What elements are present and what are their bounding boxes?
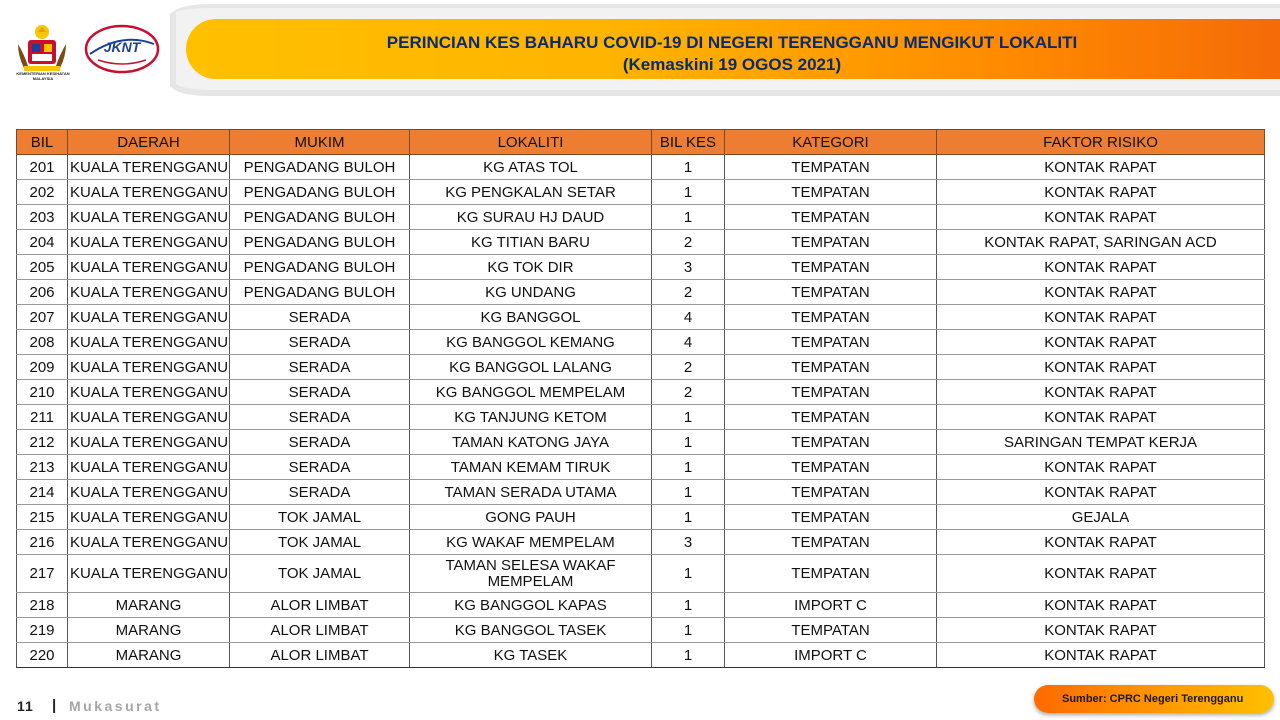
cell-daerah: KUALA TERENGGANU bbox=[68, 455, 230, 480]
cell-mukim: ALOR LIMBAT bbox=[230, 593, 410, 618]
cell-lokaliti: KG WAKAF MEMPELAM bbox=[410, 530, 652, 555]
cell-bil: 201 bbox=[17, 155, 68, 180]
cell-bil: 213 bbox=[17, 455, 68, 480]
cell-bil: 210 bbox=[17, 380, 68, 405]
cell-bil: 202 bbox=[17, 180, 68, 205]
cell-bil: 209 bbox=[17, 355, 68, 380]
cell-faktor: KONTAK RAPAT bbox=[937, 618, 1265, 643]
table-row bbox=[17, 430, 1265, 455]
cell-kategori: TEMPATAN bbox=[725, 505, 937, 530]
cell-mukim: PENGADANG BULOH bbox=[230, 280, 410, 305]
jknt-logo bbox=[84, 24, 160, 74]
cell-faktor: KONTAK RAPAT, SARINGAN ACD bbox=[937, 230, 1265, 255]
cell-bil: 206 bbox=[17, 280, 68, 305]
table-row bbox=[17, 155, 1265, 180]
table-row bbox=[17, 330, 1265, 355]
table-row bbox=[17, 380, 1265, 405]
cell-mukim: SERADA bbox=[230, 455, 410, 480]
cell-lokaliti: KG SURAU HJ DAUD bbox=[410, 205, 652, 230]
table-row bbox=[17, 455, 1265, 480]
cell-lokaliti: KG BANGGOL KEMANG bbox=[410, 330, 652, 355]
cell-bil: 212 bbox=[17, 430, 68, 455]
cell-bil-kes: 1 bbox=[652, 618, 725, 643]
cell-mukim: SERADA bbox=[230, 305, 410, 330]
cell-bil-kes: 1 bbox=[652, 593, 725, 618]
cell-kategori: TEMPATAN bbox=[725, 155, 937, 180]
cell-bil: 215 bbox=[17, 505, 68, 530]
cell-faktor: KONTAK RAPAT bbox=[937, 330, 1265, 355]
page-number: 11 bbox=[17, 698, 34, 714]
table-row bbox=[17, 643, 1265, 668]
column-header-bil-kes: BIL KES bbox=[652, 130, 725, 155]
cell-daerah: KUALA TERENGGANU bbox=[68, 305, 230, 330]
cell-kategori: TEMPATAN bbox=[725, 305, 937, 330]
cell-daerah: KUALA TERENGGANU bbox=[68, 255, 230, 280]
cell-faktor: KONTAK RAPAT bbox=[937, 155, 1265, 180]
cell-bil-kes: 2 bbox=[652, 280, 725, 305]
cell-lokaliti: KG BANGGOL bbox=[410, 305, 652, 330]
cell-daerah: MARANG bbox=[68, 618, 230, 643]
cell-bil-kes: 3 bbox=[652, 530, 725, 555]
cell-bil-kes: 2 bbox=[652, 230, 725, 255]
cell-daerah: KUALA TERENGGANU bbox=[68, 280, 230, 305]
cell-daerah: KUALA TERENGGANU bbox=[68, 205, 230, 230]
cell-kategori: TEMPATAN bbox=[725, 280, 937, 305]
column-header-kategori: KATEGORI bbox=[725, 130, 937, 155]
cell-bil-kes: 1 bbox=[652, 555, 725, 593]
cell-faktor: KONTAK RAPAT bbox=[937, 555, 1265, 593]
cell-daerah: MARANG bbox=[68, 643, 230, 668]
cell-bil-kes: 2 bbox=[652, 355, 725, 380]
cell-kategori: TEMPATAN bbox=[725, 555, 937, 593]
cell-faktor: GEJALA bbox=[937, 505, 1265, 530]
cell-bil: 216 bbox=[17, 530, 68, 555]
cell-bil-kes: 4 bbox=[652, 330, 725, 355]
cell-faktor: SARINGAN TEMPAT KERJA bbox=[937, 430, 1265, 455]
cell-lokaliti: TAMAN SERADA UTAMA bbox=[410, 480, 652, 505]
cell-kategori: TEMPATAN bbox=[725, 530, 937, 555]
cell-mukim: SERADA bbox=[230, 355, 410, 380]
cell-kategori: TEMPATAN bbox=[725, 230, 937, 255]
column-header-daerah: DAERAH bbox=[68, 130, 230, 155]
cell-faktor: KONTAK RAPAT bbox=[937, 530, 1265, 555]
cell-faktor: KONTAK RAPAT bbox=[937, 305, 1265, 330]
cell-daerah: MARANG bbox=[68, 593, 230, 618]
cell-faktor: KONTAK RAPAT bbox=[937, 205, 1265, 230]
cell-daerah: KUALA TERENGGANU bbox=[68, 555, 230, 593]
table-row bbox=[17, 480, 1265, 505]
cell-kategori: TEMPATAN bbox=[725, 405, 937, 430]
column-header-bil: BIL bbox=[17, 130, 68, 155]
cell-lokaliti: KG TOK DIR bbox=[410, 255, 652, 280]
cell-lokaliti: KG TITIAN BARU bbox=[410, 230, 652, 255]
cell-daerah: KUALA TERENGGANU bbox=[68, 480, 230, 505]
cell-faktor: KONTAK RAPAT bbox=[937, 643, 1265, 668]
cell-faktor: KONTAK RAPAT bbox=[937, 593, 1265, 618]
cell-bil: 205 bbox=[17, 255, 68, 280]
table-body bbox=[17, 155, 1265, 668]
kkm-logo-caption: KEMENTERIAN KESIHATAN MALAYSIA bbox=[16, 71, 70, 81]
cell-mukim: TOK JAMAL bbox=[230, 505, 410, 530]
table-row bbox=[17, 280, 1265, 305]
cell-kategori: TEMPATAN bbox=[725, 255, 937, 280]
cell-lokaliti: KG TASEK bbox=[410, 643, 652, 668]
cell-bil: 220 bbox=[17, 643, 68, 668]
page-subtitle-date: (Kemaskini 19 OGOS 2021) bbox=[622, 55, 842, 74]
cell-mukim: SERADA bbox=[230, 430, 410, 455]
cell-bil-kes: 1 bbox=[652, 505, 725, 530]
cell-kategori: IMPORT C bbox=[725, 593, 937, 618]
cell-faktor: KONTAK RAPAT bbox=[937, 405, 1265, 430]
table-row bbox=[17, 255, 1265, 280]
cell-mukim: TOK JAMAL bbox=[230, 530, 410, 555]
column-header-faktor-risiko: FAKTOR RISIKO bbox=[937, 130, 1265, 155]
cell-lokaliti: KG BANGGOL MEMPELAM bbox=[410, 380, 652, 405]
cell-bil-kes: 2 bbox=[652, 380, 725, 405]
cell-lokaliti: TAMAN KEMAM TIRUK bbox=[410, 455, 652, 480]
table-header-row bbox=[17, 130, 1265, 155]
cell-daerah: KUALA TERENGGANU bbox=[68, 355, 230, 380]
cell-mukim: PENGADANG BULOH bbox=[230, 230, 410, 255]
cell-bil-kes: 1 bbox=[652, 480, 725, 505]
cell-kategori: TEMPATAN bbox=[725, 618, 937, 643]
cell-lokaliti: KG ATAS TOL bbox=[410, 155, 652, 180]
cell-faktor: KONTAK RAPAT bbox=[937, 380, 1265, 405]
table-row bbox=[17, 405, 1265, 430]
cell-lokaliti: KG BANGGOL TASEK bbox=[410, 618, 652, 643]
table-row bbox=[17, 618, 1265, 643]
table-row bbox=[17, 555, 1265, 593]
cell-faktor: KONTAK RAPAT bbox=[937, 280, 1265, 305]
cell-kategori: TEMPATAN bbox=[725, 430, 937, 455]
cell-lokaliti: KG BANGGOL KAPAS bbox=[410, 593, 652, 618]
cell-daerah: KUALA TERENGGANU bbox=[68, 430, 230, 455]
cell-faktor: KONTAK RAPAT bbox=[937, 180, 1265, 205]
cell-bil-kes: 1 bbox=[652, 643, 725, 668]
cell-bil-kes: 1 bbox=[652, 430, 725, 455]
table-row bbox=[17, 530, 1265, 555]
cell-bil: 219 bbox=[17, 618, 68, 643]
cell-daerah: KUALA TERENGGANU bbox=[68, 330, 230, 355]
cell-bil: 214 bbox=[17, 480, 68, 505]
table-row bbox=[17, 305, 1265, 330]
cell-lokaliti: KG TANJUNG KETOM bbox=[410, 405, 652, 430]
cell-bil-kes: 1 bbox=[652, 205, 725, 230]
cell-lokaliti: KG UNDANG bbox=[410, 280, 652, 305]
cell-kategori: TEMPATAN bbox=[725, 355, 937, 380]
cell-bil: 211 bbox=[17, 405, 68, 430]
cell-mukim: ALOR LIMBAT bbox=[230, 618, 410, 643]
cell-daerah: KUALA TERENGGANU bbox=[68, 530, 230, 555]
cell-kategori: IMPORT C bbox=[725, 643, 937, 668]
cell-kategori: TEMPATAN bbox=[725, 330, 937, 355]
cell-bil: 218 bbox=[17, 593, 68, 618]
table-row bbox=[17, 180, 1265, 205]
cell-lokaliti: KG PENGKALAN SETAR bbox=[410, 180, 652, 205]
cell-bil: 204 bbox=[17, 230, 68, 255]
cell-mukim: ALOR LIMBAT bbox=[230, 643, 410, 668]
cell-daerah: KUALA TERENGGANU bbox=[68, 405, 230, 430]
table-row bbox=[17, 505, 1265, 530]
cell-lokaliti: TAMAN SELESA WAKAF MEMPELAM bbox=[410, 555, 652, 593]
page-separator: | bbox=[52, 697, 57, 714]
cell-bil: 207 bbox=[17, 305, 68, 330]
cell-daerah: KUALA TERENGGANU bbox=[68, 230, 230, 255]
page-label: Mukasurat bbox=[69, 698, 162, 714]
cell-bil-kes: 1 bbox=[652, 180, 725, 205]
cell-faktor: KONTAK RAPAT bbox=[937, 480, 1265, 505]
cell-kategori: TEMPATAN bbox=[725, 480, 937, 505]
cell-bil-kes: 1 bbox=[652, 405, 725, 430]
cell-faktor: KONTAK RAPAT bbox=[937, 355, 1265, 380]
cell-daerah: KUALA TERENGGANU bbox=[68, 505, 230, 530]
cell-mukim: PENGADANG BULOH bbox=[230, 180, 410, 205]
jknt-logo-text: JKNT bbox=[103, 39, 141, 55]
cell-faktor: KONTAK RAPAT bbox=[937, 255, 1265, 280]
cell-bil: 208 bbox=[17, 330, 68, 355]
source-text: Sumber: CPRC Negeri Terengganu bbox=[1062, 693, 1244, 705]
cell-bil-kes: 1 bbox=[652, 455, 725, 480]
cell-daerah: KUALA TERENGGANU bbox=[68, 155, 230, 180]
cell-lokaliti: TAMAN KATONG JAYA bbox=[410, 430, 652, 455]
cell-kategori: TEMPATAN bbox=[725, 455, 937, 480]
column-header-mukim: MUKIM bbox=[230, 130, 410, 155]
cell-mukim: SERADA bbox=[230, 380, 410, 405]
cell-bil: 203 bbox=[17, 205, 68, 230]
cell-bil-kes: 3 bbox=[652, 255, 725, 280]
cases-table bbox=[16, 129, 1264, 668]
cell-mukim: TOK JAMAL bbox=[230, 555, 410, 593]
table-row bbox=[17, 205, 1265, 230]
cell-mukim: SERADA bbox=[230, 330, 410, 355]
cell-faktor: KONTAK RAPAT bbox=[937, 455, 1265, 480]
column-header-lokaliti: LOKALITI bbox=[410, 130, 652, 155]
table-row bbox=[17, 593, 1265, 618]
cell-daerah: KUALA TERENGGANU bbox=[68, 180, 230, 205]
cell-lokaliti: GONG PAUH bbox=[410, 505, 652, 530]
page-title: PERINCIAN KES BAHARU COVID-19 DI NEGERI TERENGGANU MENGIKUT LOKALITI bbox=[386, 33, 1078, 52]
cell-bil-kes: 1 bbox=[652, 155, 725, 180]
cell-mukim: PENGADANG BULOH bbox=[230, 205, 410, 230]
cell-kategori: TEMPATAN bbox=[725, 380, 937, 405]
table-row bbox=[17, 230, 1265, 255]
cell-mukim: SERADA bbox=[230, 405, 410, 430]
cell-mukim: PENGADANG BULOH bbox=[230, 255, 410, 280]
cell-bil: 217 bbox=[17, 555, 68, 593]
cell-bil-kes: 4 bbox=[652, 305, 725, 330]
cell-mukim: PENGADANG BULOH bbox=[230, 155, 410, 180]
table-row bbox=[17, 355, 1265, 380]
cell-kategori: TEMPATAN bbox=[725, 205, 937, 230]
cell-daerah: KUALA TERENGGANU bbox=[68, 380, 230, 405]
cell-lokaliti: KG BANGGOL LALANG bbox=[410, 355, 652, 380]
cell-kategori: TEMPATAN bbox=[725, 180, 937, 205]
cell-mukim: SERADA bbox=[230, 480, 410, 505]
